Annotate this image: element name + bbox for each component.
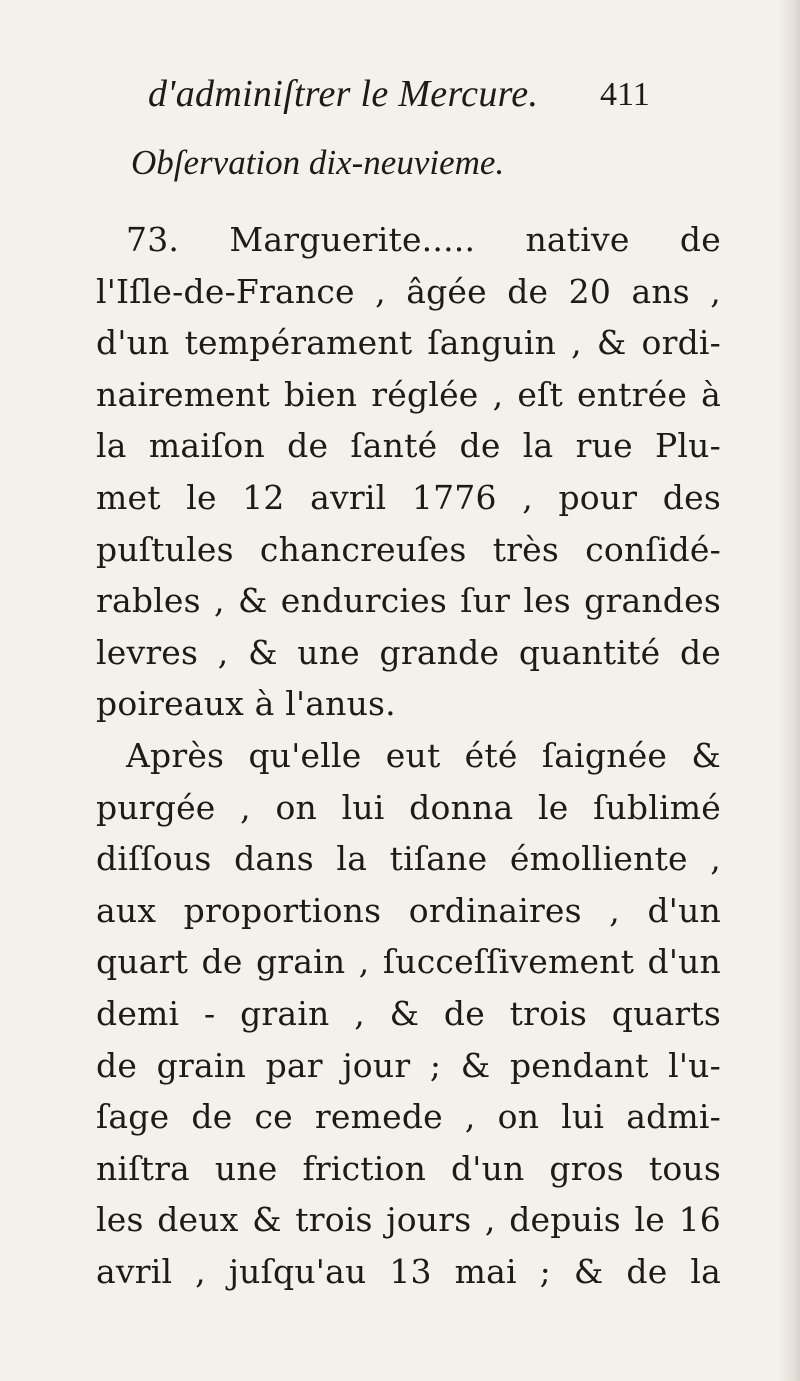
text-line: la maiſon de ſanté de la rue Plu-	[96, 426, 721, 466]
text-line: met le 12 avril 1776 , pour des	[96, 477, 721, 517]
text-line: rables , & endurcies ſur les grandes	[96, 581, 721, 621]
text-line: demi - grain , & de trois quarts	[96, 993, 721, 1033]
text-line: les deux & trois jours , depuis le 16	[96, 1200, 721, 1240]
text-line: Après qu'elle eut été ſaignée &	[126, 735, 721, 775]
running-head-title: d'adminiſtrer le Mercure.	[148, 73, 539, 115]
text-line: ſage de ce remede , on lui admi-	[96, 1097, 721, 1137]
text-line: purgée , on lui donna le ſublimé	[96, 787, 721, 827]
body-text	[96, 214, 721, 1297]
text-line: quart de grain , ſucceſſivement d'un	[96, 942, 721, 982]
text-line: aux proportions ordinaires , d'un	[96, 890, 721, 930]
text-line: 73. Marguerite..... native de	[126, 220, 721, 259]
text-line: diſſous dans la tiſane émolliente ,	[96, 839, 721, 879]
text-line: l'Iſle-de-France , âgée de 20 ans ,	[96, 271, 721, 311]
text-line: poireaux à l'anus.	[96, 684, 396, 724]
page-number: 411	[600, 76, 650, 113]
text-line: levres , & une grande quantité de	[96, 632, 721, 672]
text-line: nairement bien réglée , eſt entrée à	[96, 374, 721, 414]
page-edge-shadow	[778, 0, 800, 1381]
text-line: avril , juſqu'au 13 mai ; & de la	[96, 1251, 721, 1291]
text-line: d'un tempérament ſanguin , & ordi-	[96, 323, 721, 363]
text-line: puſtules chancreuſes très conſidé-	[96, 529, 721, 569]
text-line: de grain par jour ; & pendant l'u-	[96, 1045, 721, 1085]
text-line: niſtra une friction d'un gros tous	[96, 1148, 721, 1188]
section-title: Obſervation dix-neuvieme.	[131, 143, 505, 182]
